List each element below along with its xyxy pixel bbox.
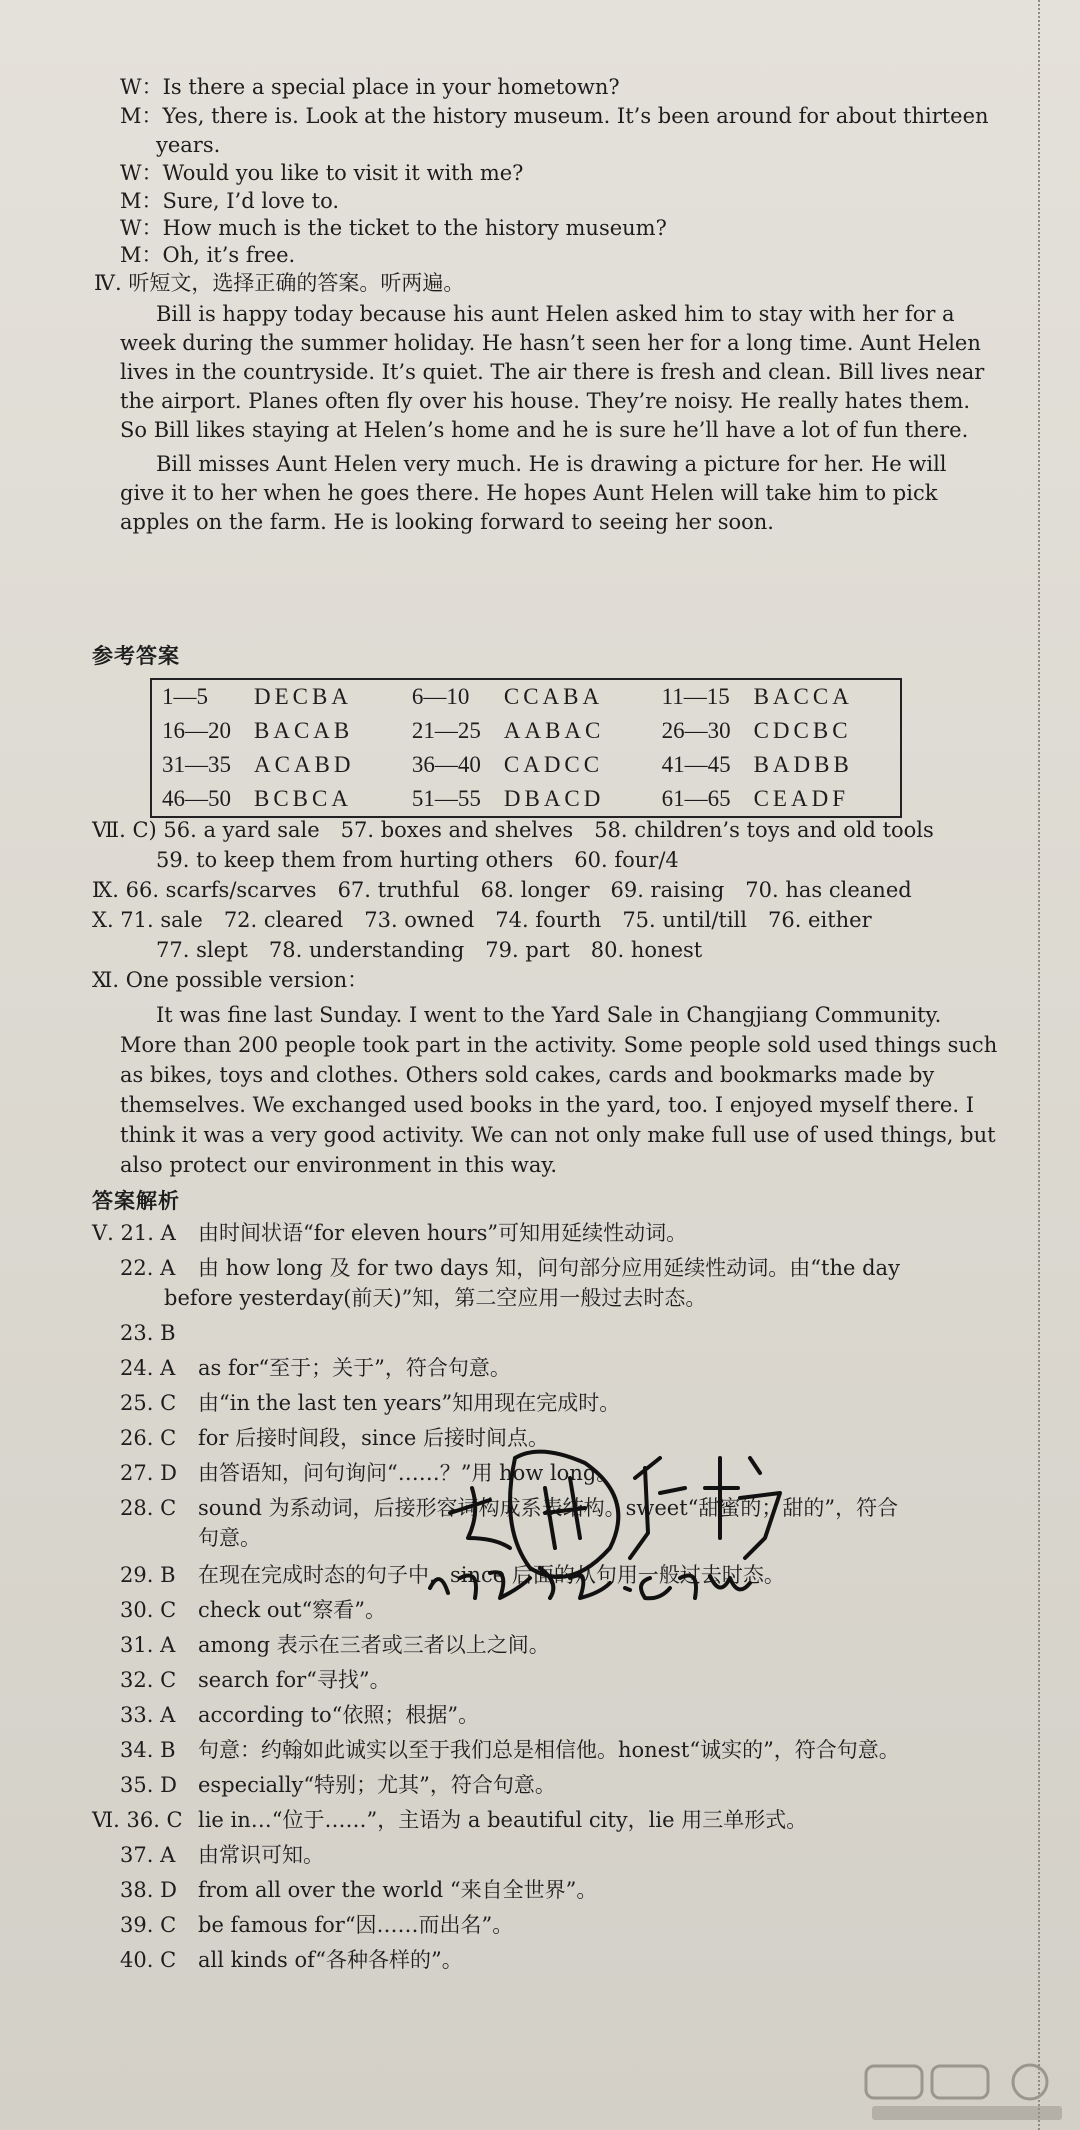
answer-cell: 36—40 CADCC [411,752,604,777]
dialogue-line: M：Sure, I’d love to. [120,189,340,213]
answer-line: 59. to keep them from hurting others 60. four/4 [156,848,679,872]
analysis-row [120,1318,176,1348]
analysis-row [120,1353,511,1383]
answer-cell: 26—30 CDCBC [661,718,852,743]
dialogue-line: years. [156,133,221,157]
answer-cell: 21—25 AABAC [411,718,605,743]
analysis-text: 句意。 [198,1526,261,1550]
passage-line: give it to her when he goes there. He hopes Aunt Helen will take him to pick [120,481,938,505]
analysis-row [120,1770,556,1800]
dialogue-line: W：How much is the ticket to the history museum? [120,216,667,240]
analysis-row [120,1840,324,1870]
answer-cell: 6—10 CCABA [411,684,604,709]
passage-line: the airport. Planes often fly over his house. They’re noisy. He really hates them. [120,389,971,413]
answer-line: Ⅺ. One possible version： [92,968,369,992]
handwritten-watermark [420,1418,840,1628]
analysis-text: 由 how long 及 for two days 知，问句部分应用延续性动词。由“the day [198,1256,900,1280]
essay-line: More than 200 people took part in the activity. Some people sold used things such [120,1033,998,1057]
analysis-number: 34. B [120,1738,176,1762]
answer-table [150,678,902,818]
analysis-number: 35. D [120,1773,177,1797]
passage-line: week during the summer holiday. He hasn’t seen her for a long time. Aunt Helen [120,331,981,355]
corner-logo [860,2062,1070,2124]
analysis-text: be famous for“因……而出名”。 [198,1913,514,1937]
analysis-number: 39. C [120,1913,177,1937]
essay-line: as bikes, toys and clothes. Others sold cakes, cards and bookmarks made by [120,1063,935,1087]
analysis-row [120,1735,900,1765]
analysis-row [120,1423,550,1453]
answers-heading: 参考答案 [92,644,180,668]
analysis-number: 26. C [120,1426,177,1450]
analysis-row [120,1253,900,1283]
analysis-text: among 表示在三者或三者以上之间。 [198,1633,550,1657]
essay-line: think it was a very good activity. We can not only make full use of used things, but [120,1123,996,1147]
answer-line: Ⅹ. 71. sale 72. cleared 73. owned 74. fourth 75. until/till 76. either [92,908,872,932]
analysis-row [120,1595,386,1625]
analysis-number: 25. C [120,1391,177,1415]
passage-line: Bill is happy today because his aunt Helen asked him to stay with her for a [156,302,955,326]
analysis-number: 30. C [120,1598,177,1622]
analysis-text: as for“至于；关于”，符合句意。 [198,1356,511,1380]
analysis-text: 由时间状语“for eleven hours”可知用延续性动词。 [198,1221,688,1245]
analysis-row [120,1945,463,1975]
analysis-row [120,1910,514,1940]
analysis-heading: 答案解析 [92,1189,180,1213]
analysis-row [92,1805,808,1835]
analysis-row [92,1218,688,1248]
passage-line: Bill misses Aunt Helen very much. He is drawing a picture for her. He will [156,452,947,476]
analysis-row [120,1493,899,1523]
section-title: Ⅳ. 听短文，选择正确的答案。听两遍。 [94,271,465,295]
table-row [151,714,901,748]
analysis-text: 由常识可知。 [198,1843,324,1867]
analysis-text: 在现在完成时态的句子中，since 后面的从句用一般过去时态。 [198,1563,785,1587]
dialogue-line: M：Oh, it’s free. [120,243,296,267]
analysis-text: according to“依照；根据”。 [198,1703,480,1727]
analysis-number: 23. B [120,1321,176,1345]
analysis-text: for 后接时间段，since 后接时间点。 [198,1426,550,1450]
analysis-row [120,1458,618,1488]
analysis-row [120,1700,480,1730]
dialogue-line: W：Is there a special place in your hometown? [120,75,620,99]
analysis-number: Ⅴ. 21. A [92,1221,176,1245]
table-row [151,679,901,714]
answer-cell: 16—20 BACAB [162,718,354,743]
dialogue-line: M：Yes, there is. Look at the history museum. It’s been around for about thirteen [120,104,989,128]
analysis-number: 28. C [120,1496,177,1520]
analysis-row [120,1875,598,1905]
analysis-text: before yesterday(前天)”知，第二空应用一般过去时态。 [164,1286,707,1310]
passage-line: lives in the countryside. It’s quiet. The air there is fresh and clean. Bill lives near [120,360,985,384]
passage-line: So Bill likes staying at Helen’s home and he is sure he’ll have a lot of fun there. [120,418,969,442]
page-fold-edge [1038,0,1042,2130]
analysis-text: 句意：约翰如此诚实以至于我们总是相信他。honest“诚实的”，符合句意。 [198,1738,900,1762]
answer-cell: 11—15 BACCA [661,684,853,709]
analysis-number: 31. A [120,1633,176,1657]
table-row [151,782,901,817]
table-row [151,748,901,782]
essay-line: themselves. We exchanged used books in the yard, too. I enjoyed myself there. I [120,1093,975,1117]
analysis-number: 29. B [120,1563,176,1587]
analysis-text: from all over the world “来自全世界”。 [198,1878,598,1902]
analysis-text: search for“寻找”。 [198,1668,391,1692]
analysis-text: all kinds of“各种各样的”。 [198,1948,463,1972]
essay-line: also protect our environment in this way. [120,1153,558,1177]
analysis-number: 24. A [120,1356,176,1380]
analysis-row [120,1665,391,1695]
analysis-text: sound 为系动词，后接形容词构成系表结构。sweet“甜蜜的；甜的”，符合 [198,1496,899,1520]
analysis-row [120,1560,785,1590]
answer-cell: 51—55 DBACD [411,786,605,811]
answer-line: 77. slept 78. understanding 79. part 80. honest [156,938,703,962]
answer-cell: 1—5 DECBA [162,684,352,709]
analysis-number: 22. A [120,1256,176,1280]
analysis-number: Ⅵ. 36. C [92,1808,183,1832]
answer-cell: 41—45 BADBB [661,752,853,777]
analysis-number: 38. D [120,1878,177,1902]
analysis-number: 32. C [120,1668,177,1692]
analysis-row [120,1388,621,1418]
passage-line: apples on the farm. He is looking forward to seeing her soon. [120,510,774,534]
analysis-number: 27. D [120,1461,177,1485]
analysis-text: lie in…“位于……”，主语为 a beautiful city，lie 用三单形式。 [198,1808,808,1832]
answer-cell: 31—35 ACABD [162,752,355,777]
analysis-number: 33. A [120,1703,176,1727]
answer-cell: 46—50 BCBCA [162,786,352,811]
analysis-text: check out“察看”。 [198,1598,386,1622]
analysis-text: 由答语知，问句询问“……？”用 how long。 [198,1461,618,1485]
analysis-row [120,1630,550,1660]
answer-line: Ⅶ. C) 56. a yard sale 57. boxes and shelves 58. children’s toys and old tools [92,818,934,842]
answer-cell: 61—65 CEADF [661,786,849,811]
analysis-number: 37. A [120,1843,176,1867]
answer-line: Ⅸ. 66. scarfs/scarves 67. truthful 68. longer 69. raising 70. has cleaned [92,878,912,902]
analysis-text: 由“in the last ten years”知用现在完成时。 [198,1391,621,1415]
analysis-text: especially“特别；尤其”，符合句意。 [198,1773,556,1797]
analysis-number: 40. C [120,1948,177,1972]
essay-line: It was fine last Sunday. I went to the Yard Sale in Changjiang Community. [156,1003,942,1027]
dialogue-line: W：Would you like to visit it with me? [120,161,524,185]
